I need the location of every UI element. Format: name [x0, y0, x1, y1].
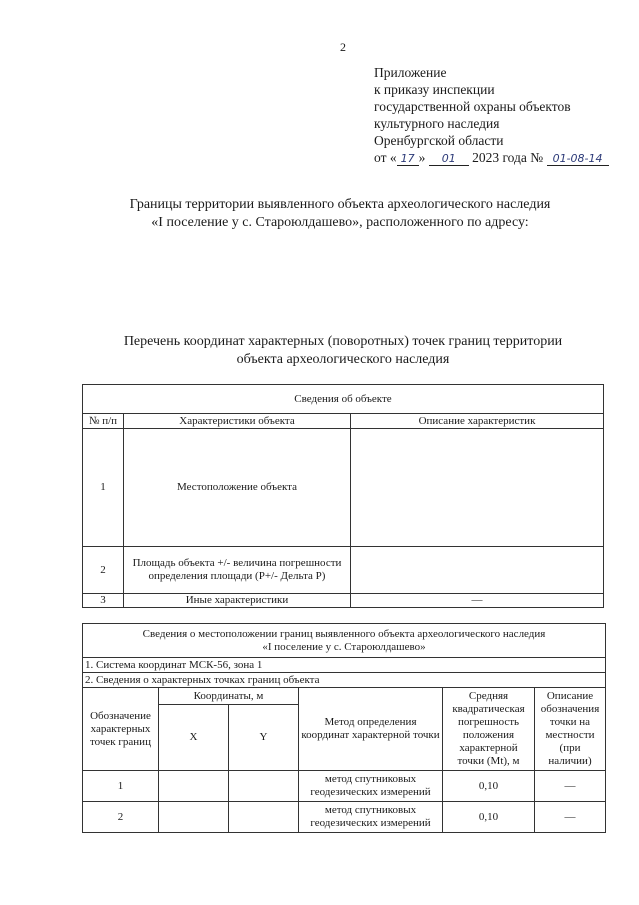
title-line: Перечень координат характерных (поворотных) точек границ территории — [123, 334, 563, 349]
row-description — [351, 429, 604, 547]
title-line: Границы территории выявленного объекта археологического наследия — [129, 197, 551, 212]
table-row — [83, 429, 604, 547]
row-characteristic: Площадь объекта +/- величина погрешности определения площади (P+/- Дельта P) — [124, 547, 351, 594]
title-line: «I поселение у с. Староюлдашево», расположенного по адресу: — [151, 215, 529, 230]
row-description: — — [351, 594, 604, 608]
point-y — [229, 771, 299, 802]
object-info-table — [82, 384, 604, 608]
point-x — [159, 771, 229, 802]
table-row — [83, 547, 604, 594]
column-header: Средняя квадратическая погрешность положения характерной точки (Mt), м — [443, 688, 535, 771]
column-header: Обозначение характерных точек границ — [83, 688, 159, 771]
table-row — [83, 771, 606, 802]
appendix-line: Оренбургской области — [374, 133, 504, 148]
point-description: — — [535, 802, 606, 833]
order-year-text: 2023 года № — [472, 150, 544, 165]
point-y — [229, 802, 299, 833]
column-header: № п/п — [83, 414, 124, 429]
row-characteristic: Местоположение объекта — [124, 429, 351, 547]
order-day: 17 — [397, 153, 419, 166]
table-header-line: «I поселение у с. Староюлдашево» — [262, 640, 426, 653]
order-date-line — [374, 149, 609, 166]
table-header-line: Сведения о местоположении границ выявленного объекта археологического наследия — [142, 627, 546, 640]
row-characteristic: Иные характеристики — [124, 594, 351, 608]
point-error: 0,10 — [443, 802, 535, 833]
column-header: Описание обозначения точки на местности (при наличии) — [535, 688, 606, 771]
document-title — [0, 196, 639, 232]
column-header: Характеристики объекта — [124, 414, 351, 429]
column-header: Координаты, м — [159, 688, 299, 705]
boundary-points-table — [82, 623, 606, 833]
row-description — [351, 547, 604, 594]
date-day-suffix: » — [418, 150, 426, 165]
appendix-line: Приложение — [374, 65, 447, 80]
appendix-line: культурного наследия — [374, 116, 500, 131]
column-header: Описание характеристик — [351, 414, 604, 429]
order-number: 01-08-14 — [547, 153, 609, 166]
order-month: 01 — [429, 153, 469, 166]
appendix-block — [374, 64, 609, 166]
appendix-line: к приказу инспекции — [374, 82, 495, 97]
table-row — [83, 802, 606, 833]
appendix-line: государственной охраны объектов — [374, 99, 571, 114]
title-line: объекта археологического наследия — [236, 352, 450, 367]
row-number: 2 — [83, 547, 124, 594]
column-header: X — [159, 705, 229, 771]
coordinate-system: 1. Система координат МСК-56, зона 1 — [83, 658, 606, 673]
point-method: метод спутниковых геодезических измерений — [299, 802, 443, 833]
point-error: 0,10 — [443, 771, 535, 802]
point-x — [159, 802, 229, 833]
point-description: — — [535, 771, 606, 802]
table-header: Сведения об объекте — [83, 385, 604, 414]
page-number: 2 — [340, 40, 346, 54]
point-id: 1 — [83, 771, 159, 802]
points-section-title: 2. Сведения о характерных точках границ объекта — [83, 673, 606, 688]
column-header: Метод определения координат характерной точки — [299, 688, 443, 771]
coordinates-list-title — [0, 333, 639, 369]
point-method: метод спутниковых геодезических измерений — [299, 771, 443, 802]
table-row — [83, 594, 604, 608]
row-number: 1 — [83, 429, 124, 547]
point-id: 2 — [83, 802, 159, 833]
date-prefix: от « — [374, 150, 397, 165]
table-header — [83, 624, 606, 658]
column-header: Y — [229, 705, 299, 771]
row-number: 3 — [83, 594, 124, 608]
